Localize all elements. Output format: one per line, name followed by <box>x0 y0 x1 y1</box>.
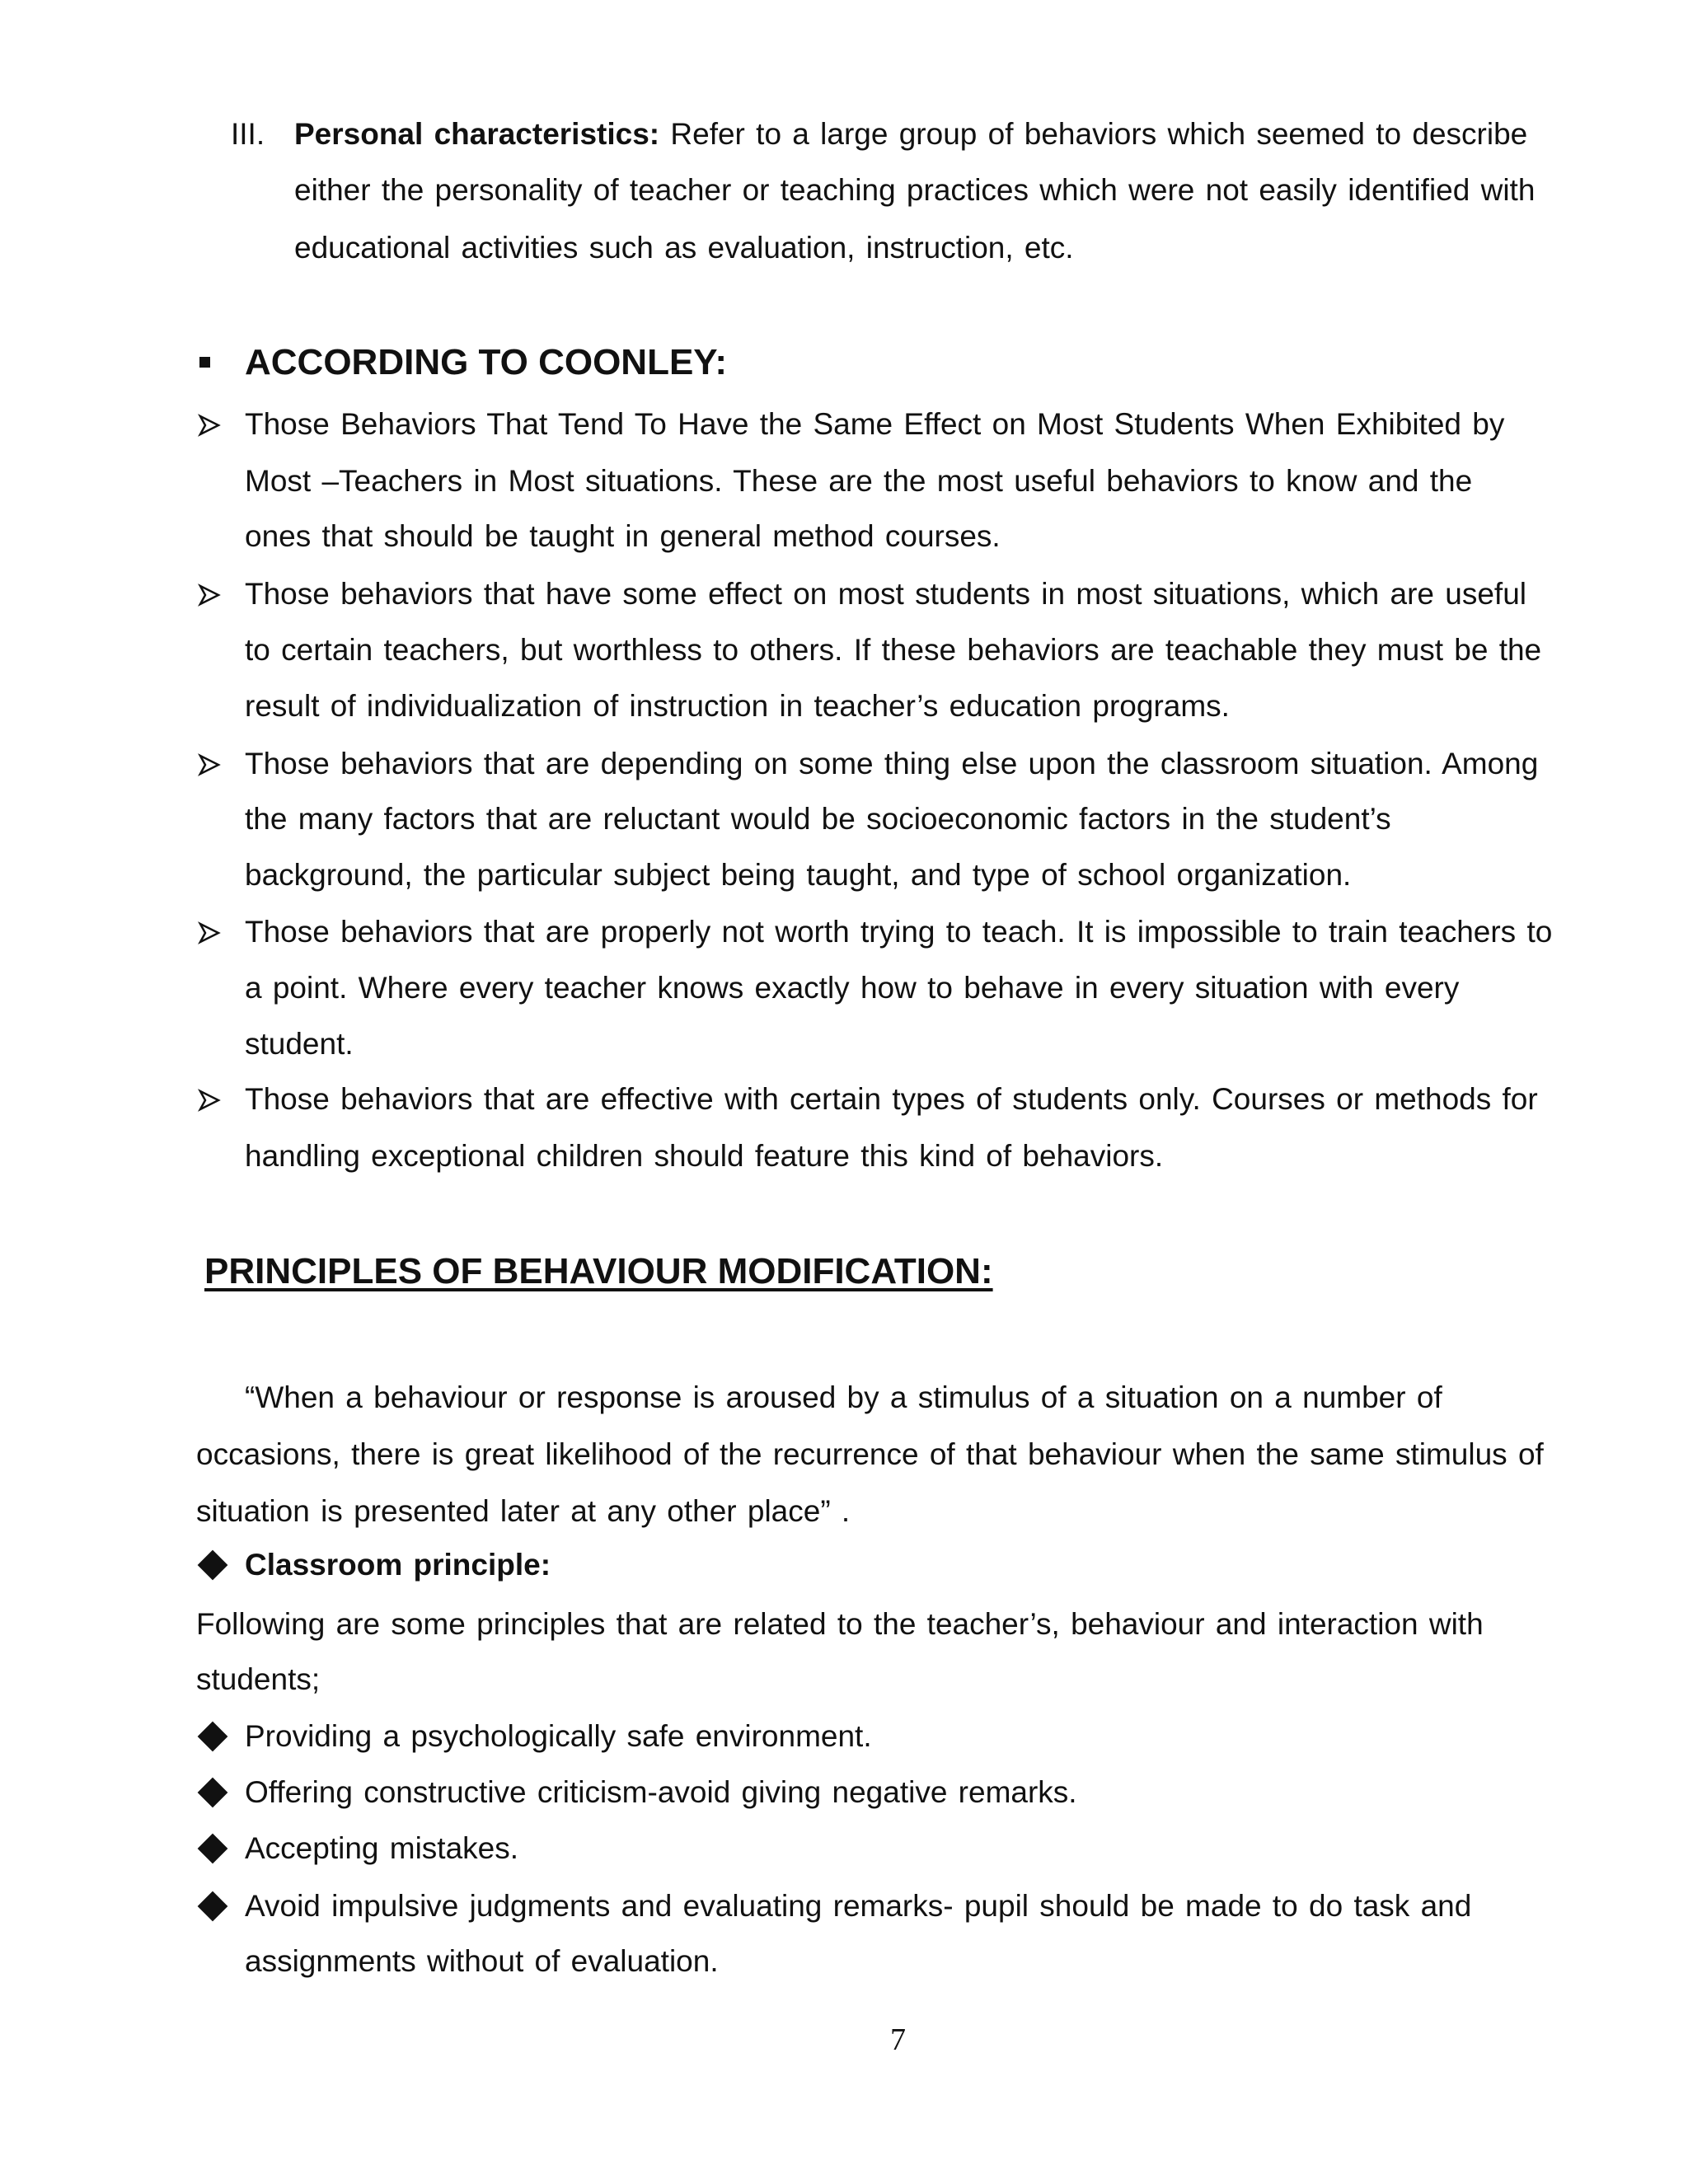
coonley-item-4-line-3: student. <box>245 1027 354 1061</box>
square-bullet-icon <box>199 357 210 368</box>
coonley-item-5-line-1: Those behaviors that are effective with certain types of students only. Courses or methods for <box>245 1082 1538 1116</box>
roman-numeral: III. <box>231 117 265 151</box>
principle-item-4: Avoid impulsive judgments and evaluating remarks- pupil should be made to do task and <box>245 1889 1472 1923</box>
coonley-item-2-line-2: to certain teachers, but worthless to others. If these behaviors are teachable they must be the <box>245 633 1542 667</box>
diamond-bullet-icon <box>198 1891 228 1922</box>
page-number: 7 <box>890 2022 906 2057</box>
personal-text: Refer to a large group of behaviors which seemed to describe <box>670 117 1528 151</box>
diamond-bullet-icon <box>198 1722 228 1752</box>
arrowhead-bullet-icon <box>198 753 221 776</box>
arrowhead-bullet-icon <box>198 1089 221 1112</box>
coonley-item-2-line-3: result of individualization of instruction in teacher’s education programs. <box>245 689 1230 723</box>
personal-line-1 <box>294 115 1527 153</box>
coonley-item-3-line-3: background, the particular subject being taught, and type of school organization. <box>245 858 1352 892</box>
quote-line-2: occasions, there is great likelihood of the recurrence of that behaviour when the same stimulus of <box>196 1437 1544 1471</box>
principle-item-3: Accepting mistakes. <box>245 1831 519 1865</box>
coonley-item-3-line-1: Those behaviors that are depending on some thing else upon the classroom situation. Among <box>245 747 1539 780</box>
coonley-heading: ACCORDING TO COONLEY: <box>245 342 728 382</box>
arrowhead-bullet-icon <box>198 414 221 437</box>
personal-line-3: educational activities such as evaluation, instruction, etc. <box>294 231 1074 265</box>
coonley-item-4-line-1: Those behaviors that are properly not worth trying to teach. It is impossible to train teachers to <box>245 915 1553 949</box>
principle-item-1: Providing a psychologically safe environment. <box>245 1719 872 1753</box>
arrowhead-bullet-icon <box>198 921 221 944</box>
principles-heading: PRINCIPLES OF BEHAVIOUR MODIFICATION: <box>204 1251 993 1291</box>
quote-line-1: “When a behaviour or response is aroused by a stimulus of a situation on a number of <box>245 1380 1442 1414</box>
intro-line-2: students; <box>196 1662 321 1696</box>
quote-line-3: situation is presented later at any other place” . <box>196 1494 851 1528</box>
coonley-item-2-line-1: Those behaviors that have some effect on most students in most situations, which are useful <box>245 577 1527 611</box>
personal-line-2: either the personality of teacher or teaching practices which were not easily identified with <box>294 173 1536 207</box>
intro-line-1: Following are some principles that are related to the teacher’s, behaviour and interaction with <box>196 1607 1484 1641</box>
coonley-item-4-line-2: a point. Where every teacher knows exactly how to behave in every situation with every <box>245 971 1460 1005</box>
diamond-bullet-icon <box>198 1550 228 1581</box>
coonley-item-3-line-2: the many factors that are reluctant would be socioeconomic factors in the student’s <box>245 802 1391 836</box>
classroom-principle-heading: Classroom principle: <box>245 1548 551 1582</box>
diamond-bullet-icon <box>198 1834 228 1864</box>
arrowhead-bullet-icon <box>198 583 221 607</box>
coonley-item-1-line-2: Most –Teachers in Most situations. These are the most useful behaviors to know and the <box>245 464 1473 498</box>
coonley-item-1-line-1: Those Behaviors That Tend To Have the Same Effect on Most Students When Exhibited by <box>245 407 1505 441</box>
coonley-item-1-line-3: ones that should be taught in general method courses. <box>245 519 1001 553</box>
principle-item-4-continuation: assignments without of evaluation. <box>245 1944 719 1978</box>
diamond-bullet-icon <box>198 1778 228 1808</box>
coonley-item-5-line-2: handling exceptional children should feature this kind of behaviors. <box>245 1139 1164 1173</box>
principle-item-2: Offering constructive criticism-avoid giving negative remarks. <box>245 1775 1077 1809</box>
personal-term: Personal characteristics: <box>294 117 660 151</box>
